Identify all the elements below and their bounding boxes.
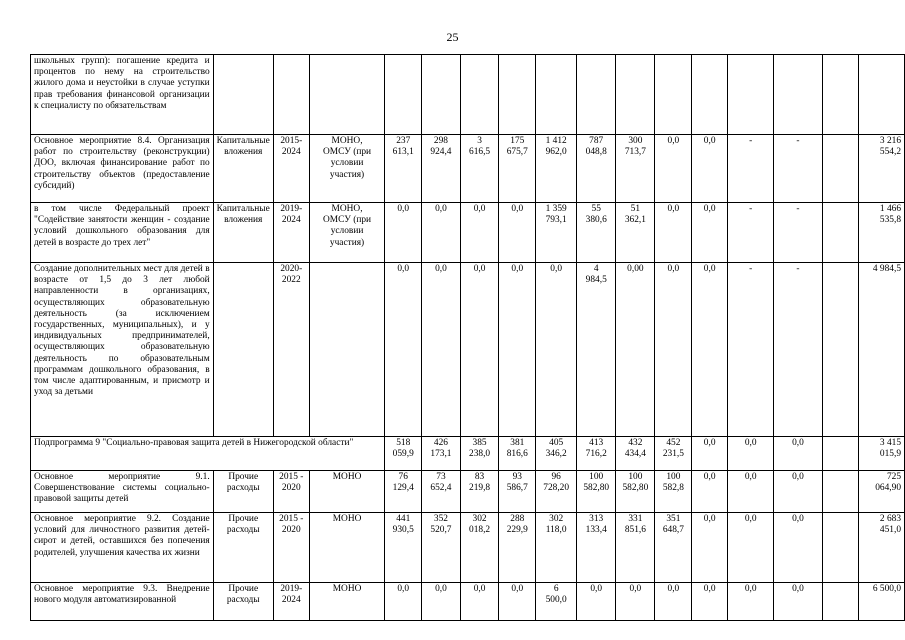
value-cell	[822, 263, 858, 437]
value-cell: 0,0	[692, 437, 728, 471]
value-cell: 0,0	[655, 583, 692, 621]
value-cell: -	[774, 203, 822, 263]
value-cell: 0,0	[774, 437, 822, 471]
value-cell	[822, 203, 858, 263]
value-cell: 0,0	[692, 471, 728, 513]
budget-table	[30, 54, 905, 621]
row-name: Основное мероприятие 9.3. Внедрение нового модуля автоматизированной	[31, 583, 214, 621]
row-name: Основное мероприятие 8.4. Организация работ по строительству (реконструкции) ДОО, включая финансирование работ по строительству объектов (предоставление субсидий)	[31, 135, 214, 203]
table-row	[31, 55, 905, 135]
value-cell: 0,0	[728, 471, 774, 513]
row-name: школьных групп): погашение кредита и процентов по нему на строительство жилого дома и неустойки в случае уступки прав требования финансовой организации к специалисту по обязательствам	[31, 55, 214, 135]
table-row	[31, 437, 905, 471]
value-cell: 0,0	[616, 583, 655, 621]
row-name: Основное мероприятие 9.1. Совершенствование системы социально-правовой защиты детей	[31, 471, 214, 513]
value-cell: 0,0	[774, 583, 822, 621]
value-cell	[822, 55, 858, 135]
value-cell: 0,0	[460, 203, 499, 263]
period	[273, 55, 309, 135]
value-cell	[385, 55, 422, 135]
executor: МОНО	[309, 471, 384, 513]
total-cell: 725 064,90	[858, 471, 904, 513]
value-cell: 0,0	[460, 583, 499, 621]
value-cell: 1 359 793,1	[536, 203, 577, 263]
value-cell: 100 582,80	[577, 471, 616, 513]
value-cell: -	[728, 135, 774, 203]
executor	[309, 55, 384, 135]
value-cell: 100 582,80	[616, 471, 655, 513]
value-cell: 93 586,7	[499, 471, 536, 513]
value-cell: 96 728,20	[536, 471, 577, 513]
expense-type	[213, 263, 273, 437]
value-cell: 426 173,1	[422, 437, 461, 471]
period: 2019- 2024	[273, 583, 309, 621]
value-cell: 313 133,4	[577, 513, 616, 583]
total-cell: 3 415 015,9	[858, 437, 904, 471]
value-cell	[422, 55, 461, 135]
value-cell	[577, 55, 616, 135]
total-cell: 1 466 535,8	[858, 203, 904, 263]
total-cell: 6 500,0	[858, 583, 904, 621]
value-cell: 0,0	[499, 203, 536, 263]
table-row	[31, 583, 905, 621]
total-cell: 4 984,5	[858, 263, 904, 437]
value-cell: 51 362,1	[616, 203, 655, 263]
expense-type: Прочие расходы	[213, 471, 273, 513]
value-cell: 0,0	[728, 583, 774, 621]
value-cell	[822, 583, 858, 621]
executor: МОНО, ОМСУ (при условии участия)	[309, 135, 384, 203]
value-cell: 298 924,4	[422, 135, 461, 203]
value-cell: 0,0	[655, 203, 692, 263]
value-cell: 381 816,6	[499, 437, 536, 471]
expense-type: Прочие расходы	[213, 513, 273, 583]
value-cell: 0,0	[385, 583, 422, 621]
value-cell: 6 500,0	[536, 583, 577, 621]
value-cell	[616, 55, 655, 135]
table-row	[31, 203, 905, 263]
value-cell: 0,0	[385, 263, 422, 437]
value-cell: 0,0	[422, 203, 461, 263]
value-cell: 0,0	[460, 263, 499, 437]
total-cell: 2 683 451,0	[858, 513, 904, 583]
value-cell: 237 613,1	[385, 135, 422, 203]
value-cell: 352 520,7	[422, 513, 461, 583]
value-cell: 0,0	[422, 263, 461, 437]
value-cell: 385 238,0	[460, 437, 499, 471]
value-cell: 518 059,9	[385, 437, 422, 471]
value-cell	[822, 135, 858, 203]
value-cell: 0,00	[616, 263, 655, 437]
period: 2015 - 2020	[273, 513, 309, 583]
value-cell: 0,0	[536, 263, 577, 437]
value-cell: 0,0	[774, 471, 822, 513]
value-cell	[655, 55, 692, 135]
value-cell	[822, 471, 858, 513]
value-cell: -	[774, 135, 822, 203]
table-row	[31, 135, 905, 203]
expense-type: Капитальные вложения	[213, 135, 273, 203]
value-cell: 302 118,0	[536, 513, 577, 583]
value-cell: 0,0	[692, 135, 728, 203]
value-cell: 432 434,4	[616, 437, 655, 471]
table-row	[31, 471, 905, 513]
value-cell: 175 675,7	[499, 135, 536, 203]
period: 2015- 2024	[273, 135, 309, 203]
page-number: 25	[446, 30, 459, 44]
row-name: Основное мероприятие 9.2. Создание условий для личностного развития детей-сирот и детей, оставшихся без попечения родителей, улучшения качества их жизни	[31, 513, 214, 583]
value-cell: 0,0	[499, 263, 536, 437]
value-cell: 0,0	[692, 203, 728, 263]
expense-type	[213, 55, 273, 135]
value-cell: 0,0	[422, 583, 461, 621]
value-cell: 1 412 962,0	[536, 135, 577, 203]
executor: МОНО	[309, 513, 384, 583]
value-cell: 0,0	[577, 583, 616, 621]
value-cell: 405 346,2	[536, 437, 577, 471]
expense-type: Прочие расходы	[213, 583, 273, 621]
table-row	[31, 513, 905, 583]
value-cell: 300 713,7	[616, 135, 655, 203]
value-cell	[536, 55, 577, 135]
value-cell: 413 716,2	[577, 437, 616, 471]
row-name: в том числе Федеральный проект "Содействие занятости женщин - создание условий дошкольного образования для детей в возрасте до трех лет"	[31, 203, 214, 263]
value-cell: 288 229,9	[499, 513, 536, 583]
value-cell: 452 231,5	[655, 437, 692, 471]
value-cell: 55 380,6	[577, 203, 616, 263]
row-name: Создание дополнительных мест для детей в возрасте от 1,5 до 3 лет любой направленности в организациях, осуществляющих образовательную деятельность (за исключением государственных, муниципальных), и у индивидуальных предпринимателей, осуществляющих образовательную деятельность по образовательным программам дошкольного образования, в том числе адаптированным, и присмотр и уход за детьми	[31, 263, 214, 437]
value-cell: 351 648,7	[655, 513, 692, 583]
value-cell: 76 129,4	[385, 471, 422, 513]
value-cell: -	[728, 203, 774, 263]
value-cell: 0,0	[385, 203, 422, 263]
value-cell: 787 048,8	[577, 135, 616, 203]
subprogram-title: Подпрограмма 9 "Социально-правовая защита детей в Нижегородской области"	[31, 437, 385, 471]
period: 2020- 2022	[273, 263, 309, 437]
value-cell	[692, 55, 728, 135]
executor: МОНО, ОМСУ (при условии участия)	[309, 203, 384, 263]
value-cell	[822, 513, 858, 583]
value-cell	[774, 55, 822, 135]
value-cell: 83 219,8	[460, 471, 499, 513]
value-cell: 0,0	[728, 513, 774, 583]
value-cell	[728, 55, 774, 135]
value-cell: 100 582,8	[655, 471, 692, 513]
expense-type: Капитальные вложения	[213, 203, 273, 263]
value-cell: 0,0	[655, 135, 692, 203]
total-cell	[858, 55, 904, 135]
value-cell	[499, 55, 536, 135]
value-cell	[822, 437, 858, 471]
value-cell: 0,0	[728, 437, 774, 471]
value-cell: 0,0	[692, 583, 728, 621]
executor: МОНО	[309, 583, 384, 621]
value-cell: 441 930,5	[385, 513, 422, 583]
value-cell: 4 984,5	[577, 263, 616, 437]
value-cell: 302 018,2	[460, 513, 499, 583]
value-cell: 0,0	[692, 263, 728, 437]
total-cell: 3 216 554,2	[858, 135, 904, 203]
value-cell: 0,0	[692, 513, 728, 583]
value-cell: 331 851,6	[616, 513, 655, 583]
value-cell	[460, 55, 499, 135]
value-cell: 0,0	[774, 513, 822, 583]
value-cell: 0,0	[655, 263, 692, 437]
value-cell: 73 652,4	[422, 471, 461, 513]
period: 2019- 2024	[273, 203, 309, 263]
value-cell: 3 616,5	[460, 135, 499, 203]
executor	[309, 263, 384, 437]
period: 2015 - 2020	[273, 471, 309, 513]
value-cell: -	[728, 263, 774, 437]
table-row	[31, 263, 905, 437]
value-cell: -	[774, 263, 822, 437]
value-cell: 0,0	[499, 583, 536, 621]
